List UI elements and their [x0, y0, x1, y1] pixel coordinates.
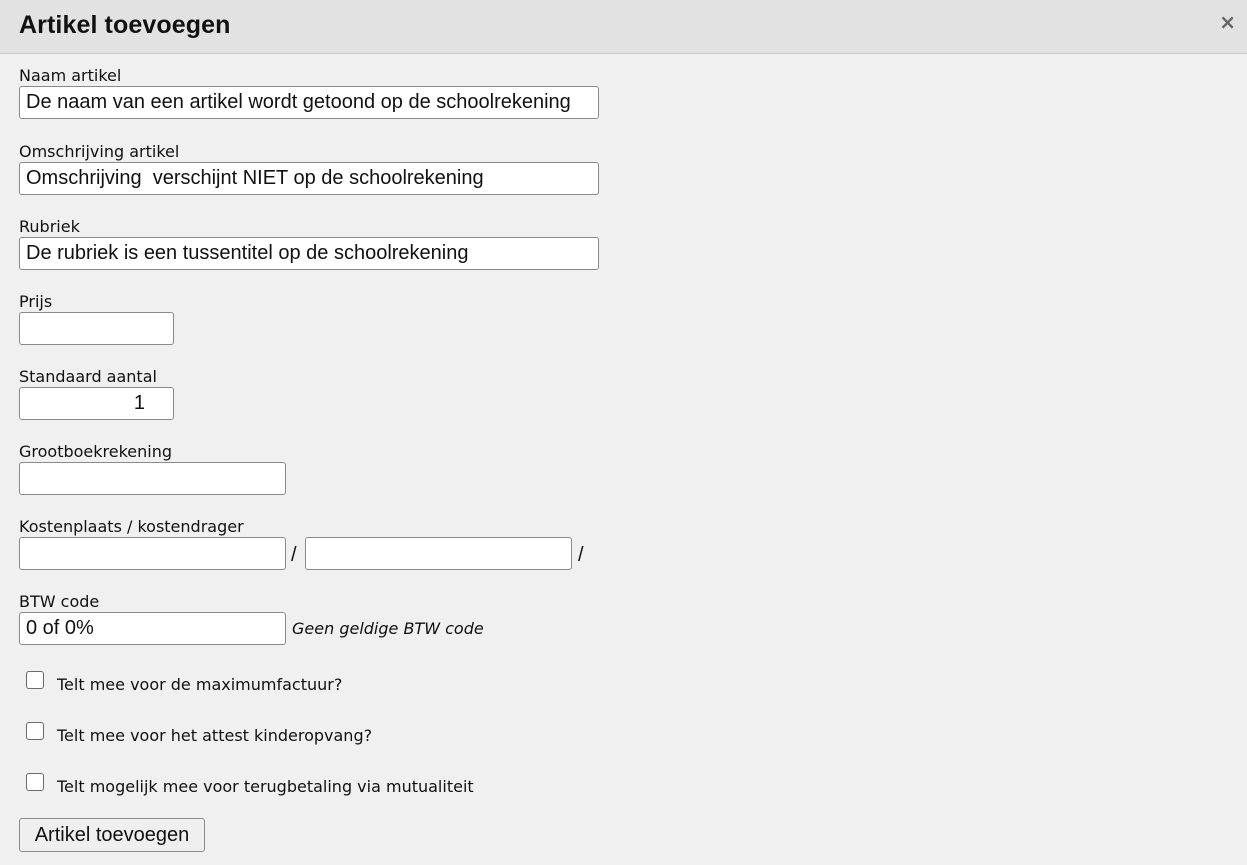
maximumfactuur-checkbox[interactable]: [26, 671, 44, 689]
attest-kinderopvang-label: Telt mee voor het attest kinderopvang?: [57, 726, 373, 745]
prijs-input[interactable]: [19, 312, 174, 345]
grootboekrekening-input[interactable]: [19, 462, 286, 495]
omschrijving-artikel-input[interactable]: [19, 162, 599, 195]
maximumfactuur-label: Telt mee voor de maximumfactuur?: [57, 675, 343, 694]
dialog-title: Artikel toevoegen: [19, 11, 231, 39]
standaard-aantal-input[interactable]: [19, 387, 174, 420]
naam-artikel-label: Naam artikel: [19, 66, 122, 85]
attest-kinderopvang-checkbox[interactable]: [26, 722, 44, 740]
kostenplaats-label: Kostenplaats / kostendrager: [19, 517, 244, 536]
rubriek-label: Rubriek: [19, 217, 80, 236]
dialog-header: [0, 0, 1247, 54]
kostenplaats-separator: /: [291, 544, 297, 566]
mutualiteit-checkbox[interactable]: [26, 773, 44, 791]
close-icon[interactable]: ×: [1219, 10, 1236, 34]
mutualiteit-label: Telt mogelijk mee voor terugbetaling via mutualiteit: [57, 777, 474, 796]
btw-code-validation-message: Geen geldige BTW code: [292, 619, 484, 638]
artikel-toevoegen-button[interactable]: Artikel toevoegen: [19, 818, 205, 852]
omschrijving-artikel-label: Omschrijving artikel: [19, 142, 180, 161]
kostendrager-input[interactable]: [305, 537, 572, 570]
kostendrager-separator: /: [578, 544, 584, 566]
kostenplaats-input[interactable]: [19, 537, 286, 570]
btw-code-label: BTW code: [19, 592, 100, 611]
btw-code-input[interactable]: [19, 612, 286, 645]
naam-artikel-input[interactable]: [19, 86, 599, 119]
grootboekrekening-label: Grootboekrekening: [19, 442, 173, 461]
rubriek-input[interactable]: [19, 237, 599, 270]
standaard-aantal-label: Standaard aantal: [19, 367, 157, 386]
prijs-label: Prijs: [19, 292, 53, 311]
